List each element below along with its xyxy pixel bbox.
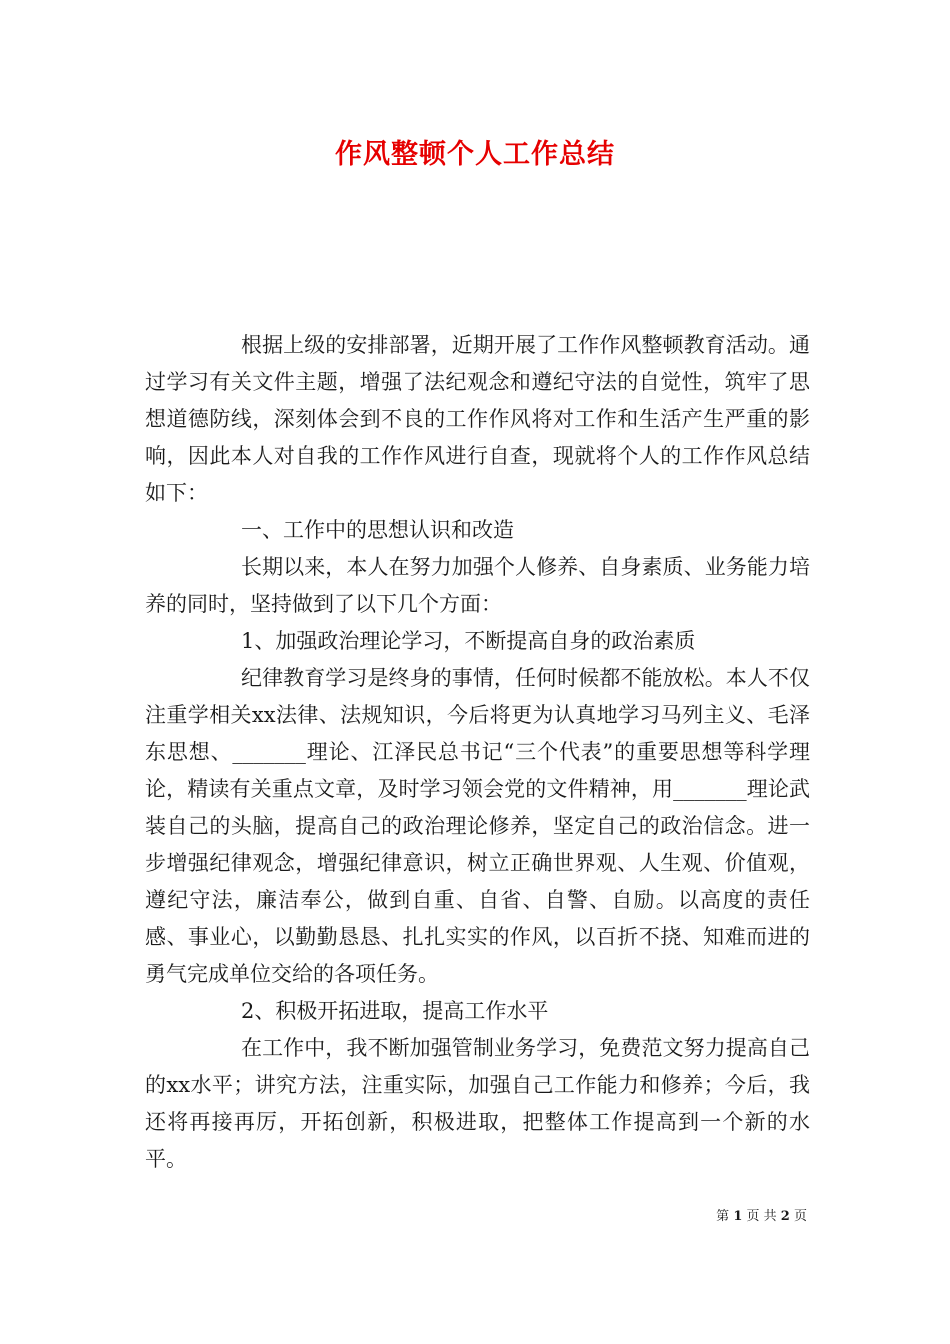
page-footer xyxy=(716,1205,807,1224)
paragraph-2: 纪律教育学习是终身的事情，任何时候都不能放松。本人不仅注重学相关xx法律、法规知识，今后将更为认真地学习马列主义、毛泽东思想、_______理论、江泽民总书记“三个代表”的重要思想等科学理论，精读有关重点文章，及时学习领会党的文件精神，用_______理论武装自己的头脑，提高自己的政治理论修养，坚定自己的政治信念。进一步增强纪律观念，增强纪律意识，树立正确世界观、人生观、价值观，遵纪守法，廉洁奉公，做到自重、自省、自警、自励。以高度的责任感、事业心，以勤勤恳恳、扎扎实实的作风，以百折不挠、知难而进的勇气完成单位交给的各项任务。 xyxy=(145,666,810,986)
footer-total-pages: 2 xyxy=(780,1209,790,1224)
paragraph-3: 在工作中，我不断加强管制业务学习，免费范文努力提高自己的xx水平；讲究方法，注重实际，加强自己工作能力和修养；今后，我还将再接再厉，开拓创新，积极进取，把整体工作提高到一个新的水平。 xyxy=(145,1036,810,1171)
subheading-1: 1、加强政治理论学习，不断提高自身的政治素质 xyxy=(241,629,696,653)
document-title: 作风整顿个人工作总结 xyxy=(335,139,615,170)
footer-prefix: 第 xyxy=(716,1209,730,1224)
footer-middle: 页 共 xyxy=(746,1209,777,1224)
subheading-2: 2、积极开拓进取，提高工作水平 xyxy=(241,999,549,1023)
section-heading-1: 一、工作中的思想认识和改造 xyxy=(241,518,514,542)
document-body xyxy=(145,327,810,1178)
paragraph-1: 长期以来，本人在努力加强个人修养、自身素质、业务能力培养的同时，坚持做到了以下几个方面： xyxy=(145,555,810,616)
paragraph-intro: 根据上级的安排部署，近期开展了工作作风整顿教育活动。通过学习有关文件主题，增强了法纪观念和遵纪守法的自觉性，筑牢了思想道德防线，深刻体会到不良的工作作风将对工作和生活产生严重的影响，因此本人对自我的工作作风进行自查，现就将个人的工作作风总结如下： xyxy=(145,333,810,505)
footer-suffix: 页 xyxy=(793,1209,807,1224)
footer-current-page: 1 xyxy=(733,1209,743,1224)
